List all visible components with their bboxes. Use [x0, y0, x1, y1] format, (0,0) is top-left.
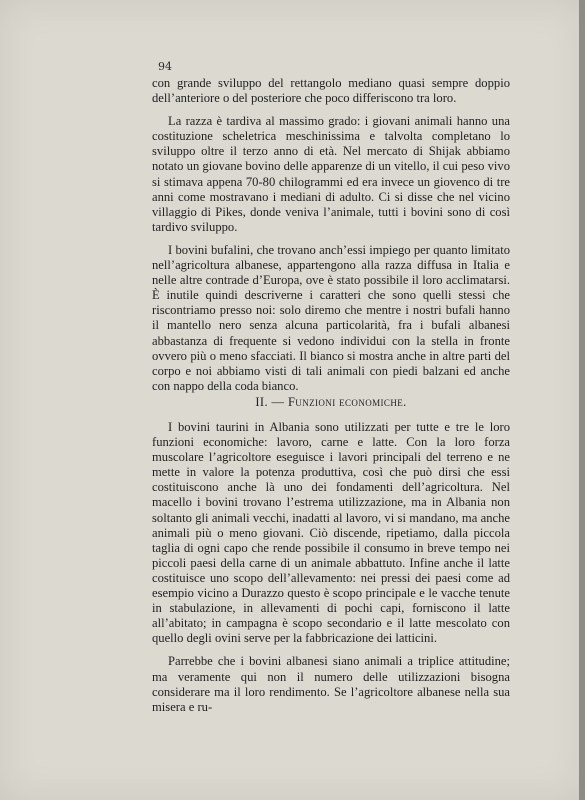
page-number: 94	[158, 60, 172, 73]
section-title: Funzioni economiche.	[287, 395, 407, 409]
page-edge-shadow	[579, 0, 585, 800]
paragraph-continuation: con grande sviluppo del rettangolo mediano quasi sempre doppio dell’anteriore o del posteriore che poco differiscono tra loro.	[152, 76, 510, 106]
text-block-top	[152, 76, 510, 394]
text-block-bottom	[152, 420, 510, 715]
paragraph-buffaloes: I bovini bufalini, che trovano anch’essi impiego per quanto limitato nell’agricoltura albanese, appartengono alla razza diffusa in Italia e nelle altre contrade d’Europa, ove è stato possibile il loro acclimatarsi. È inutile quindi descriverne i caratteri che sono quelli stessi che riscontriamo presso noi: solo diremo che mentre i nostri bufali hanno il mantello nero senza alcuna particolarità, fra i bufali albanesi abbastanza di frequente si vedono individui con la stella in fronte ovvero più o meno sfacciati. Il bianco si mostra anche in altre parti del corpo e noi abbiamo visti di tali animali con piedi balzani ed anche con nappo della coda bianco.	[152, 242, 510, 393]
paragraph-economic-functions: I bovini taurini in Albania sono utilizzati per tutte e tre le loro funzioni economiche: lavoro, carne e latte. Con la loro forza muscolare l’agricoltore eseguisce i lavori principali del terreno e ne mette in valore la potenza produttiva, così che può dirsi che essi costituiscono anche là uno dei fondamenti dell’agricoltura. Nel macello i bovini trovano l’estrema utilizzazione, ma in Albania non soltanto gli animali vecchi, inadatti al lavoro, vi si mandano, ma anche animali più o meno giovani. Ciò discende, ripetiamo, dalla piccola taglia di ogni capo che rende possibile il consumo in breve tempo nei piccoli paesi della carne di un animale abbattuto. Infine anche il latte costituisce uno scopo dell’allevamento: nei pressi dei paesi come ad esempio vicino a Durazzo questo è scopo principale e le vacche tenute in stabulazione, in allevamenti di pochi capi, forniscono il latte all’abitato; in campagna è scopo secondario e il latte mescolato con quello degli ovini serve per la fabbricazione dei latticini.	[152, 420, 510, 646]
paragraph-breed-maturity: La razza è tardiva al massimo grado: i giovani animali hanno una costituzione scheletrica meschinissima e talvolta completano lo sviluppo oltre il terzo anno di età. Nel mercato di Shijak abbiamo notato un giovane bovino delle apparenze di un vitello, il cui peso vivo si stimava appena 70-80 chilogrammi ed era invece un giovenco di tre anni come mostravano i mediani di adulto. Ci si disse che nel vicino villaggio di Pikes, donde veniva l’animale, tutti i bovini sono di così tardivo sviluppo.	[152, 114, 510, 234]
paragraph-triple-aptitude: Parrebbe che i bovini albanesi siano animali a triplice attitudine; ma veramente qui non il numero delle utilizzazioni bisogna considerare ma il loro rendimento. Se l’agricoltore albanese nella sua misera e ru-	[152, 654, 510, 714]
section-numeral: II. —	[255, 395, 285, 409]
section-heading	[152, 395, 510, 410]
